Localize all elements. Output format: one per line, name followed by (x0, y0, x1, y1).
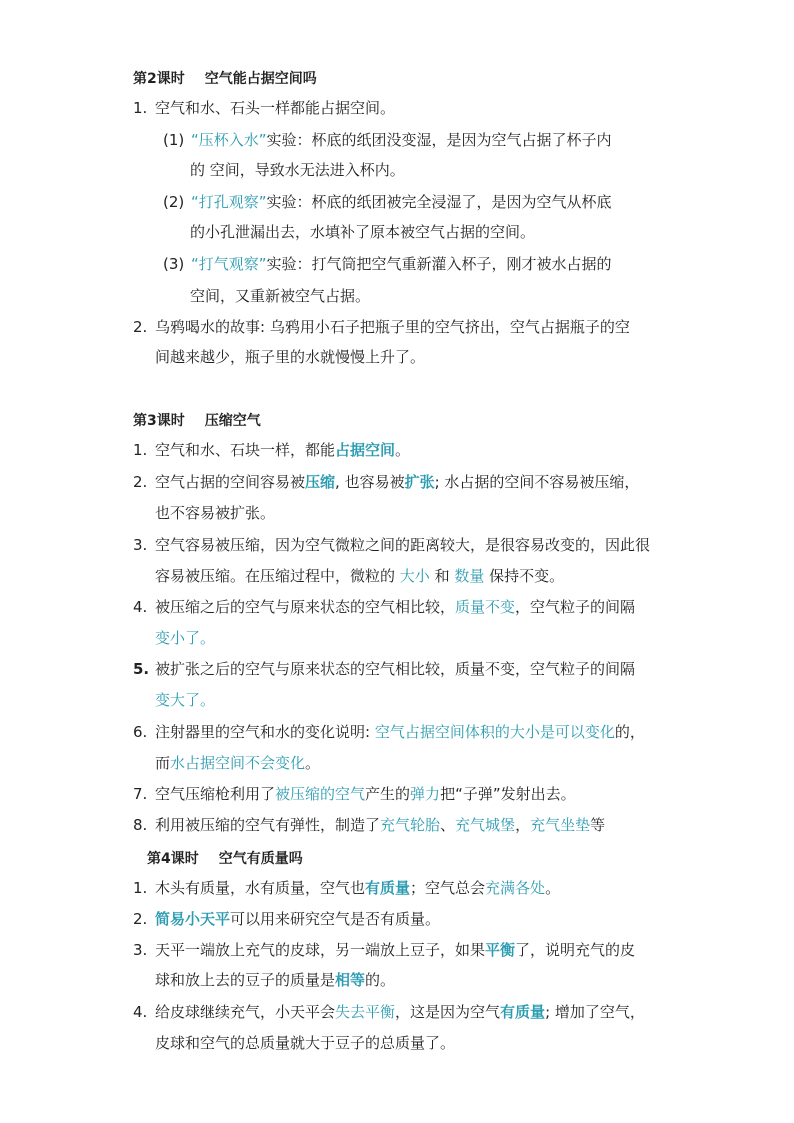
list-item-continued: 也不容易被扩张。 (155, 504, 276, 522)
list-item: 4. 给皮球继续充气，小天平会失去平衡，这是因为空气有质量; 增加了空气， (133, 1003, 645, 1021)
list-item: 3. 空气容易被压缩，因为空气微粒之间的距离较大，是很容易改变的，因此很 (133, 536, 651, 554)
section-4-title (147, 848, 303, 868)
list-item: 1. 空气和水、石块一样，都能占据空间。 (133, 441, 411, 459)
list-item-continued: 而水占据空间不会变化。 (155, 754, 321, 772)
list-item: 5. 被扩张之后的空气与原来状态的空气相比较，质量不变，空气粒子的间隔 (133, 660, 636, 678)
list-item: 1. 空气和水、石头一样都能占据空间。 (133, 99, 396, 117)
sub-item-continued: 空间，又重新被空气占据。 (190, 287, 371, 305)
sub-item-continued: 的 空间，导致水无法进入杯内。 (190, 161, 405, 179)
lesson-title: 空气能占据空间吗 (204, 71, 317, 87)
list-item: 4. 被压缩之后的空气与原来状态的空气相比较，质量不变，空气粒子的间隔 (133, 598, 636, 616)
lesson-number: 第3课时 (133, 413, 185, 429)
lesson-number: 第2课时 (133, 71, 185, 87)
list-item: 3. 天平一端放上充气的皮球，另一端放上豆子，如果平衡了，说明充气的皮 (133, 941, 636, 959)
list-item: 2. 乌鸦喝水的故事: 乌鸦用小石子把瓶子里的空气挤出，空气占据瓶子的空 (133, 318, 630, 336)
list-item-continued: 容易被压缩。在压缩过程中，微粒的 大小 和 数量 保持不变。 (155, 567, 565, 585)
list-item: 1. 木头有质量，水有质量，空气也有质量；空气总会充满各处。 (133, 879, 561, 897)
list-item-continued: 球和放上去的豆子的质量是相等的。 (155, 971, 396, 989)
sub-item-continued: 的小孔泄漏出去，水填补了原本被空气占据的空间。 (190, 223, 536, 241)
list-item: 6. 注射器里的空气和水的变化说明: 空气占据空间体积的大小是可以变化的， (133, 723, 645, 741)
section-3-title (133, 410, 261, 430)
lesson-title: 空气有质量吗 (218, 851, 303, 867)
list-item-continued: 皮球和空气的总质量就大于豆子的总质量了。 (155, 1034, 456, 1052)
lesson-number: 第4课时 (147, 851, 199, 867)
sub-item: (3) “打气观察”实验：打气筒把空气重新灌入杯子，刚才被水占据的 (163, 255, 612, 273)
section-2-title (133, 68, 317, 88)
list-item: 2. 简易小天平可以用来研究空气是否有质量。 (133, 910, 441, 928)
list-item-continued: 间越来越少，瓶子里的水就慢慢上升了。 (155, 348, 426, 366)
list-item: 2. 空气占据的空间容易被压缩, 也容易被扩张; 水占据的空间不容易被压缩， (133, 473, 640, 491)
list-item-continued: 变大了。 (155, 691, 216, 709)
list-item: 7. 空气压缩枪利用了被压缩的空气产生的弹力把“子弹”发射出去。 (133, 785, 576, 803)
sub-item: (1) “压杯入水”实验：杯底的纸团没变湿，是因为空气占据了杯子内 (163, 131, 612, 149)
lesson-title: 压缩空气 (204, 413, 261, 429)
list-item-continued: 变小了。 (155, 629, 216, 647)
sub-item: (2) “打孔观察”实验：杯底的纸团被完全浸湿了，是因为空气从杯底 (163, 193, 612, 211)
list-item: 8. 利用被压缩的空气有弹性，制造了充气轮胎、充气城堡，充气坐垫等 (133, 816, 606, 834)
